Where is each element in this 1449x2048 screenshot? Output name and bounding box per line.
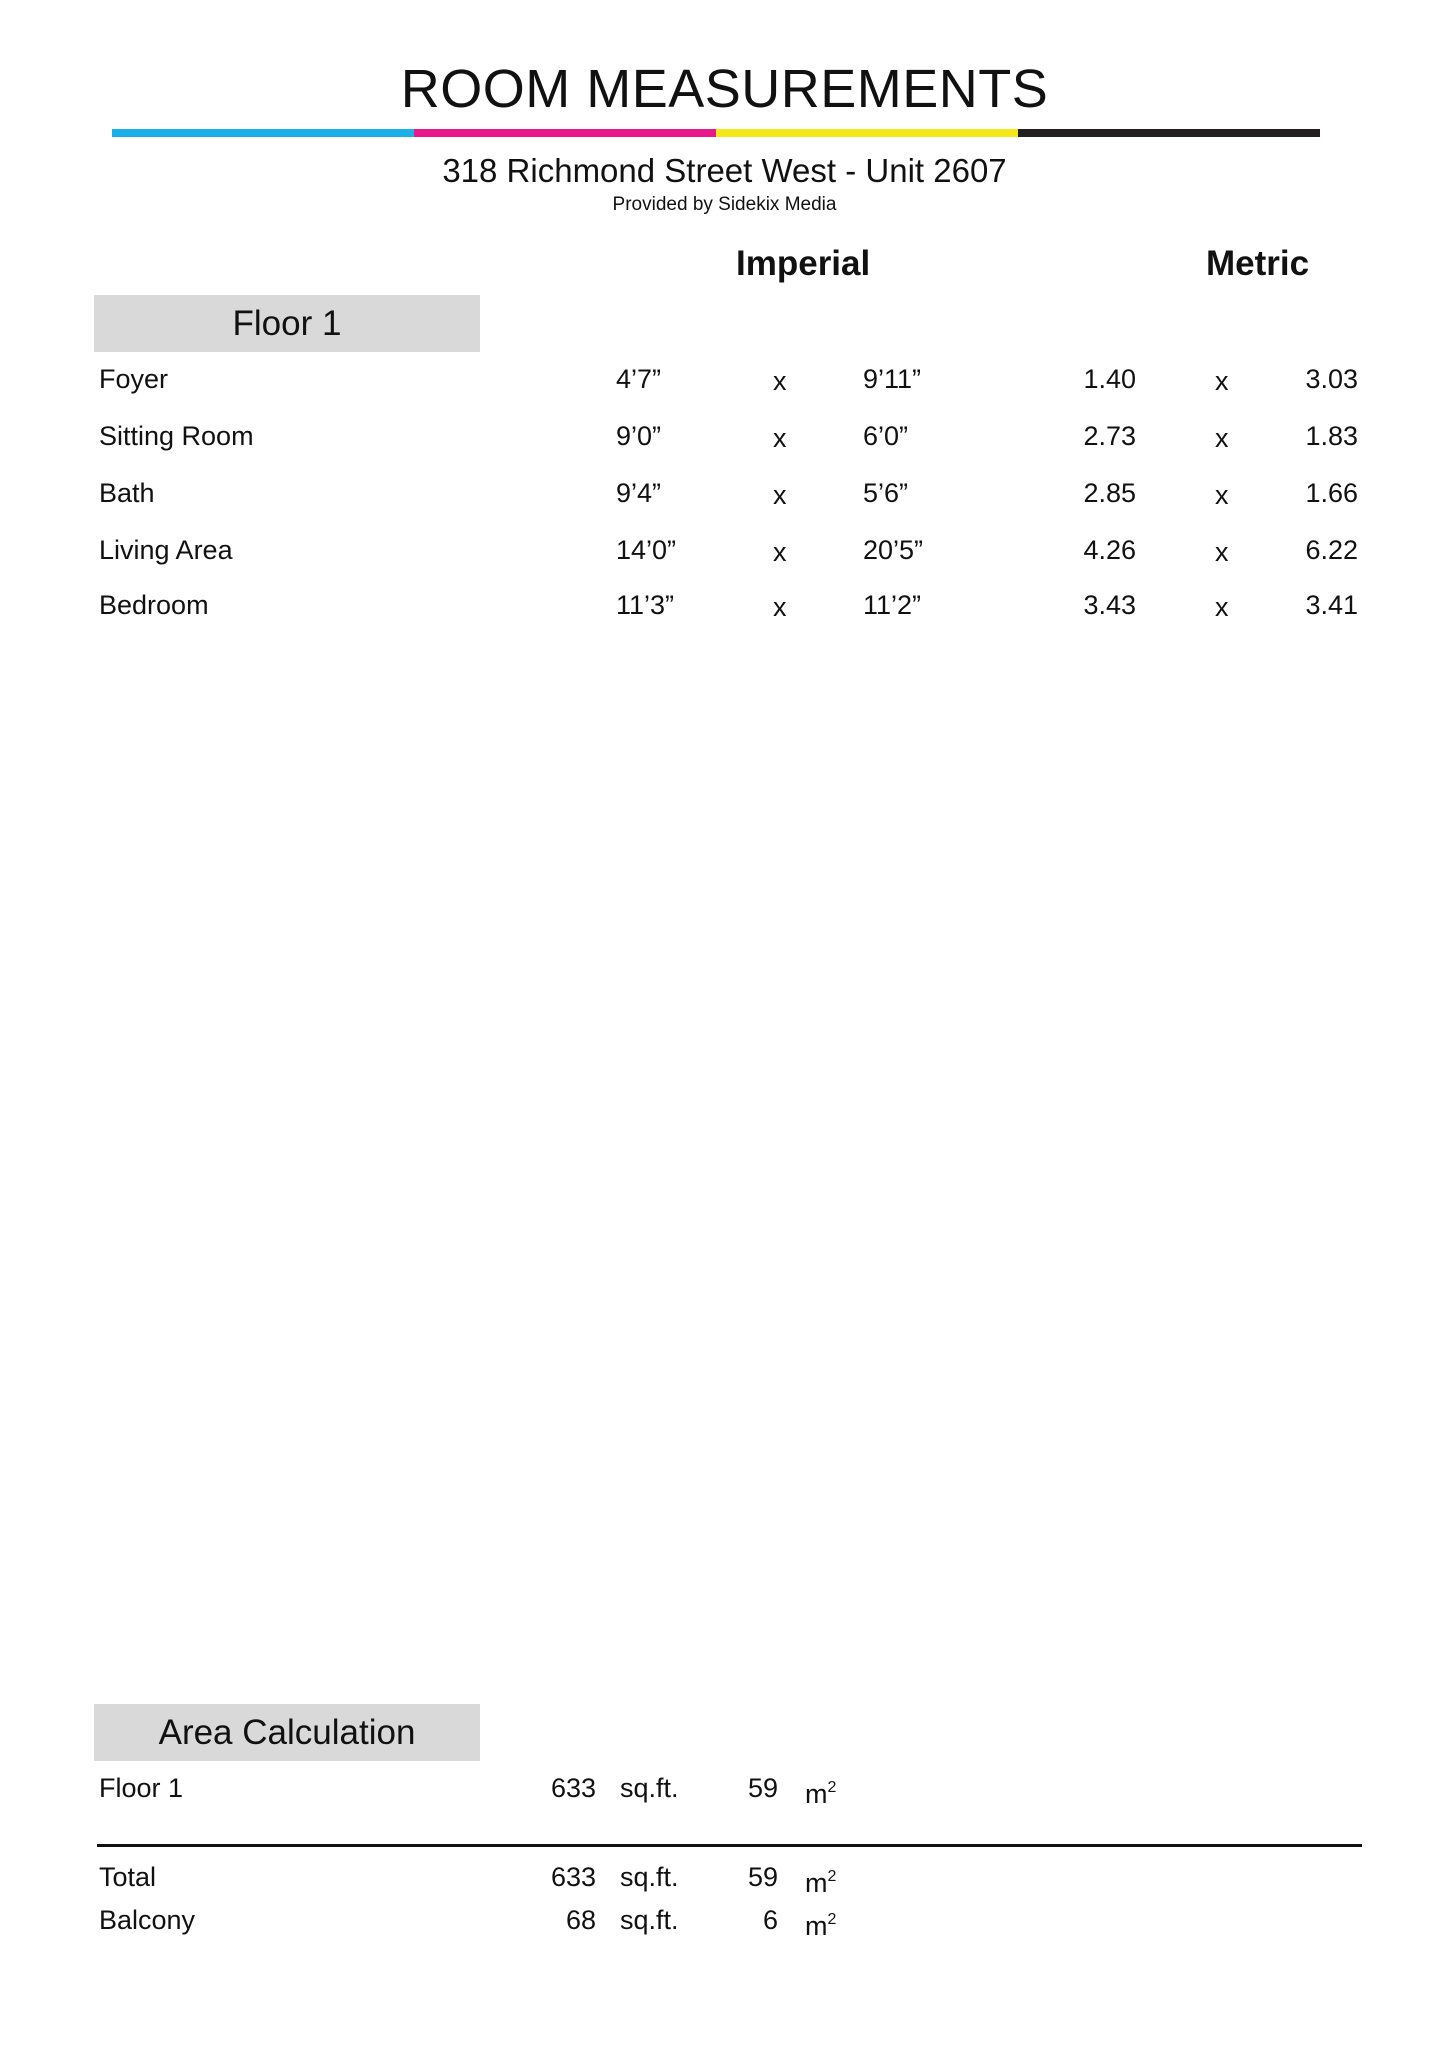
area-section-header: Area Calculation: [94, 1704, 480, 1761]
area-m2-unit: $m^2$: [805, 1868, 837, 1898]
room-name: Bedroom: [99, 590, 209, 620]
area-m2-value: 59: [747, 1862, 778, 1892]
imperial-width: 9’4”: [616, 478, 662, 508]
color-bar-yellow: [716, 129, 1018, 137]
imperial-width: 4’7”: [616, 364, 662, 394]
area-m2-unit: $m^2$: [805, 1911, 837, 1941]
color-bar-magenta: [414, 129, 716, 137]
imperial-heading: Imperial: [736, 244, 871, 283]
color-bar-black: [1018, 129, 1320, 137]
metric-length: 1.83: [1305, 421, 1358, 451]
area-m2-value: 59: [747, 1773, 778, 1803]
imperial-length: 5’6”: [863, 478, 909, 508]
imperial-width: 14’0”: [616, 535, 677, 565]
metric-width: 1.40: [1083, 364, 1136, 394]
imperial-length: 6’0”: [863, 421, 909, 451]
metric-length: 3.41: [1305, 590, 1358, 620]
area-name: Total: [99, 1862, 157, 1892]
area-sqft-unit: sq.ft.: [620, 1862, 679, 1892]
metric-width: 3.43: [1083, 590, 1136, 620]
page-title: ROOM MEASUREMENTS: [400, 59, 1049, 119]
area-sqft-value: 68: [565, 1905, 596, 1935]
metric-length: 6.22: [1305, 535, 1358, 565]
room-name: Bath: [99, 478, 155, 508]
area-m2-unit: $m^2$: [805, 1779, 837, 1809]
imperial-width: 11’3”: [616, 590, 675, 620]
area-sqft-value: 633: [550, 1862, 596, 1892]
imperial-length: 20’5”: [863, 535, 924, 565]
separator: x: [773, 592, 787, 622]
imperial-length: 11’2”: [863, 590, 922, 620]
metric-heading: Metric: [1206, 244, 1310, 283]
separator: x: [773, 537, 787, 567]
separator: x: [773, 366, 787, 396]
separator: x: [1215, 537, 1229, 567]
metric-width: 2.85: [1083, 478, 1136, 508]
separator: x: [773, 480, 787, 510]
separator: x: [773, 423, 787, 453]
room-name: Foyer: [99, 364, 169, 394]
imperial-width: 9’0”: [616, 421, 662, 451]
separator: x: [1215, 592, 1229, 622]
floor-section-header: Floor 1: [94, 295, 480, 352]
area-m2-value: 6: [762, 1905, 778, 1935]
property-address: 318 Richmond Street West - Unit 2607: [442, 152, 1007, 189]
imperial-length: 9’11”: [863, 364, 922, 394]
metric-width: 4.26: [1083, 535, 1136, 565]
area-sqft-value: 633: [550, 1773, 596, 1803]
provider-credit: Provided by Sidekix Media: [612, 194, 837, 215]
color-bar-cyan: [112, 129, 414, 137]
separator: x: [1215, 366, 1229, 396]
metric-length: 3.03: [1305, 364, 1358, 394]
room-name: Living Area: [99, 535, 233, 565]
area-name: Floor 1: [99, 1773, 184, 1803]
area-sqft-unit: sq.ft.: [620, 1773, 679, 1803]
room-name: Sitting Room: [99, 421, 254, 451]
metric-length: 1.66: [1305, 478, 1358, 508]
separator: x: [1215, 423, 1229, 453]
divider-line: [97, 1844, 1362, 1847]
metric-width: 2.73: [1083, 421, 1136, 451]
area-sqft-unit: sq.ft.: [620, 1905, 679, 1935]
color-bar: [112, 129, 1320, 137]
separator: x: [1215, 480, 1229, 510]
area-name: Balcony: [99, 1905, 196, 1935]
